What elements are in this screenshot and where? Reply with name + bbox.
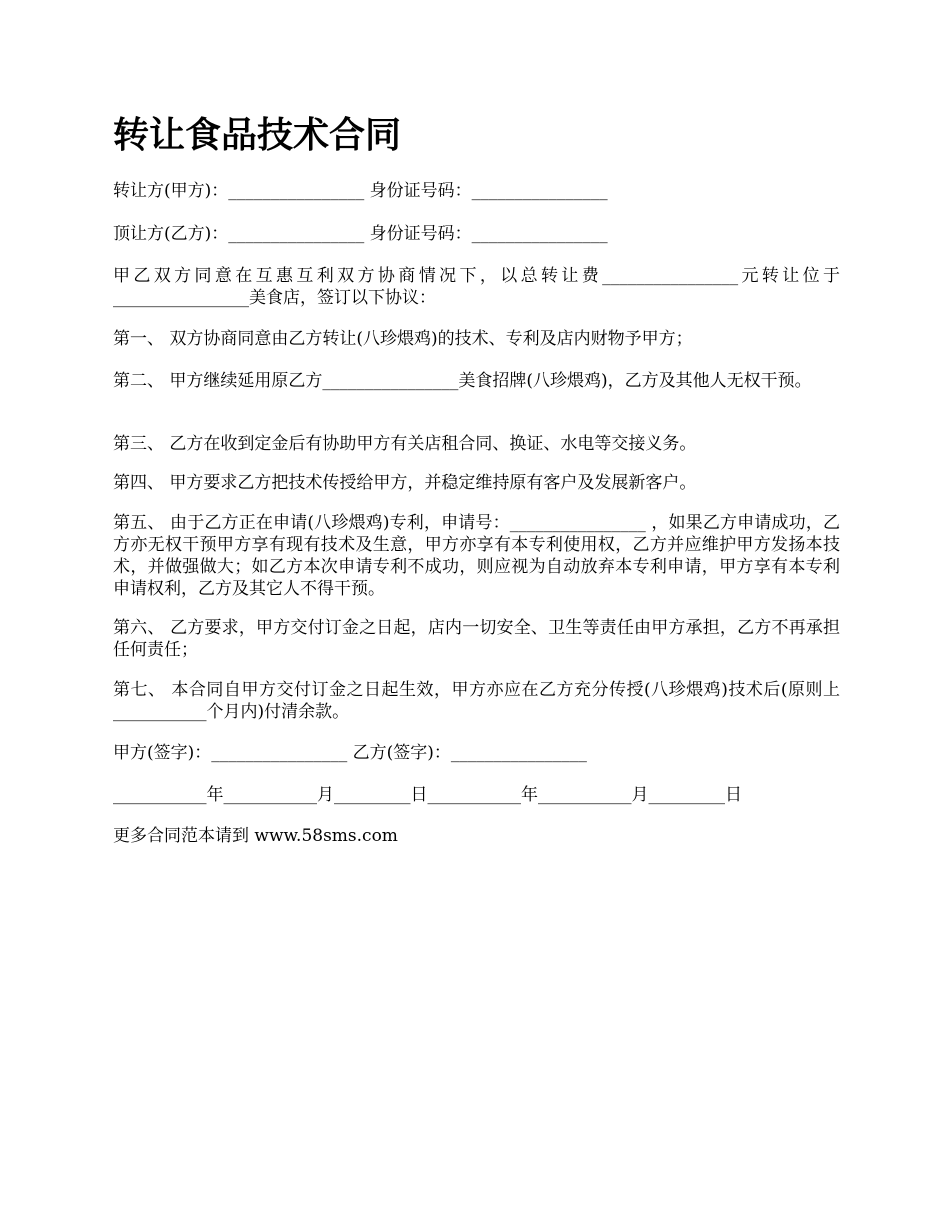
clause-2: 第二、 甲方继续延用原乙方________________美食招牌(八珍煨鸡)，乙方及其他人无权干预。 — [113, 371, 812, 391]
party-a-line: 转让方(甲方)：________________ 身份证号码：________________ — [113, 181, 608, 201]
document-title: 转让食品技术合同 — [113, 115, 402, 156]
clause-1: 第一、 双方协商同意由乙方转让(八珍煨鸡)的技术、专利及店内财物予甲方； — [113, 329, 693, 349]
clause-5: 第五、 由于乙方正在申请(八珍煨鸡)专利，申请号：________________ ，如果乙方申请成功，乙方亦无权干预甲方享有现有技术及生意，甲方亦享有本专利使用权，乙方并应维护甲方发扬本技术，并做强做大；如乙方本次申请专利不成功，则应视为自动放弃本专利申请，甲方享有本专利申请权利，乙方及其它人不得干预。 — [113, 513, 840, 599]
date-line: ___________年___________月_________日___________年___________月_________日 — [113, 785, 742, 805]
clause-6: 第六、 乙方要求，甲方交付订金之日起，店内一切安全、卫生等责任由甲方承担，乙方不再承担任何责任； — [113, 618, 840, 660]
clause-3: 第三、 乙方在收到定金后有协助甲方有关店租合同、换证、水电等交接义务。 — [113, 434, 697, 454]
party-b-line: 顶让方(乙方)：________________ 身份证号码：________________ — [113, 224, 608, 244]
clause-7: 第七、 本合同自甲方交付订金之日起生效，甲方亦应在乙方充分传授(八珍煨鸡)技术后(原则上___________个月内)付清余款。 — [113, 680, 840, 722]
signature-line: 甲方(签字)：________________ 乙方(签字)：________________ — [113, 743, 587, 763]
agreement-intro: 甲乙双方同意在互惠互利双方协商情况下，以总转让费________________元转让位于________________美食店，签订以下协议： — [113, 266, 840, 308]
footer-link-text: 更多合同范本请到 www.58sms.com — [113, 826, 398, 846]
clause-4: 第四、 甲方要求乙方把技术传授给甲方，并稳定维持原有客户及发展新客户。 — [113, 473, 697, 493]
